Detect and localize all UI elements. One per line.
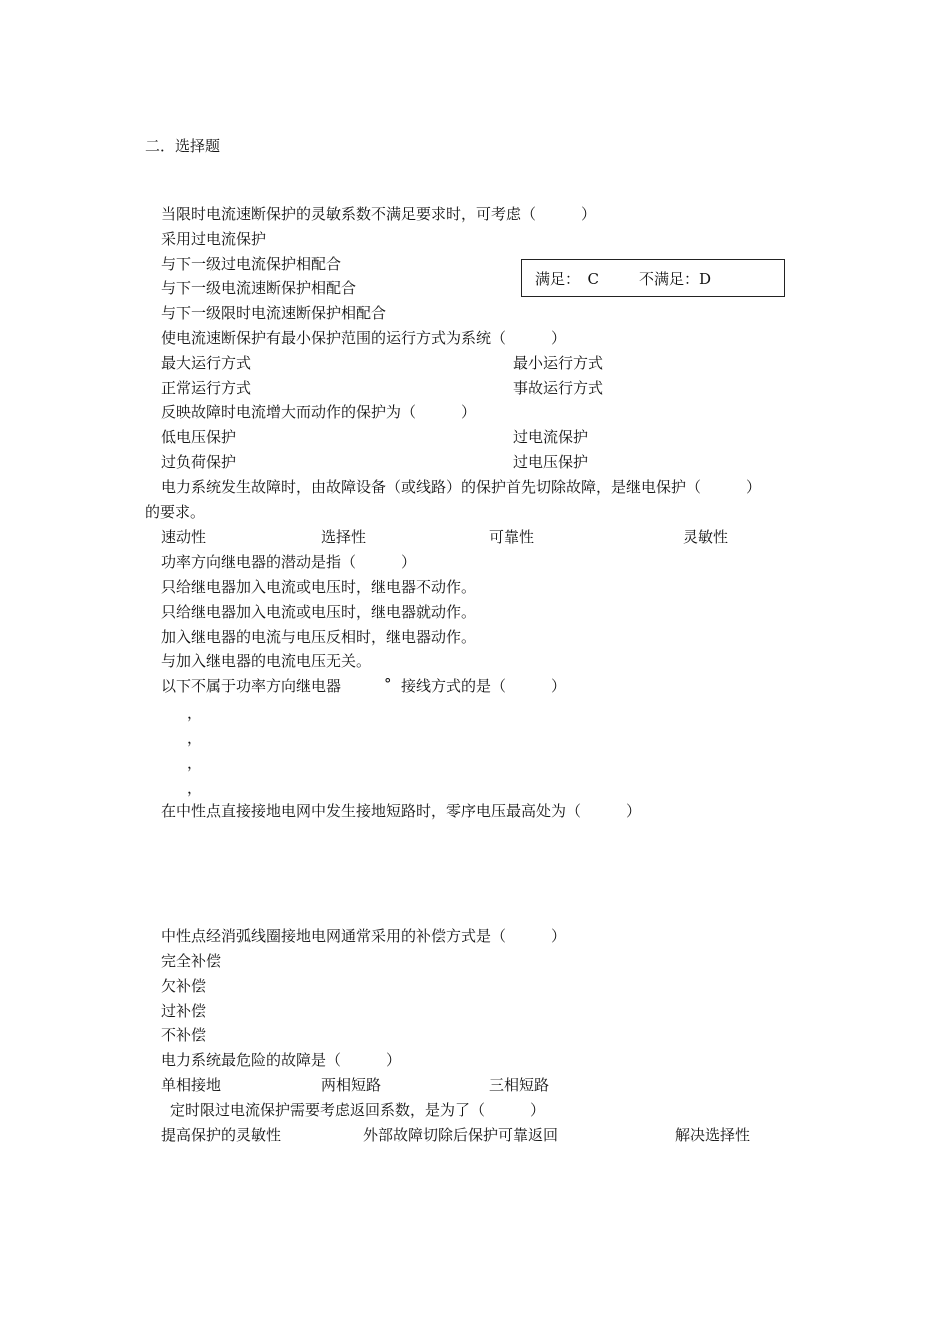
q6-option-a: ， — [187, 704, 203, 722]
q4-option-b: 选择性 — [321, 528, 367, 546]
q8-stem: 中性点经消弧线圈接地电网通常采用的补偿方式是（ ） — [161, 927, 567, 945]
q2-option-a: 最大运行方式 — [161, 354, 252, 372]
q10-stem: 定时限过电流保护需要考虑返回系数，是为了（ ） — [170, 1101, 546, 1119]
q9-stem: 电力系统最危险的故障是（ ） — [161, 1051, 402, 1069]
q1-option-b: 与下一级过电流保护相配合 — [161, 255, 342, 273]
q8-option-d: 不补偿 — [161, 1026, 207, 1044]
answer-not-satisfied: 不满足：D — [639, 270, 712, 288]
q5-option-d: 与加入继电器的电流电压无关。 — [161, 652, 372, 670]
q2-option-d: 事故运行方式 — [513, 379, 604, 397]
q6-degree-symbol: ° — [384, 675, 392, 693]
answer-satisfied: 满足： C — [535, 270, 599, 288]
q6-option-c: ， — [187, 754, 203, 772]
answer-box — [521, 259, 785, 297]
q8-option-b: 欠补偿 — [161, 977, 207, 995]
q6-option-d: ， — [187, 779, 203, 797]
q8-option-c: 过补偿 — [161, 1002, 207, 1020]
q3-option-b: 过电流保护 — [513, 428, 589, 446]
q1-option-c: 与下一级电流速断保护相配合 — [161, 279, 357, 297]
q3-option-d: 过电压保护 — [513, 453, 589, 471]
q3-option-c: 过负荷保护 — [161, 453, 237, 471]
q2-option-b: 最小运行方式 — [513, 354, 604, 372]
q10-option-a: 提高保护的灵敏性 — [161, 1126, 282, 1144]
q6-stem: 以下不属于功率方向继电器 — [161, 677, 342, 695]
q8-option-a: 完全补偿 — [161, 952, 222, 970]
q6-option-b: ， — [187, 729, 203, 747]
q2-stem: 使电流速断保护有最小保护范围的运行方式为系统（ ） — [161, 329, 567, 347]
q2-option-c: 正常运行方式 — [161, 379, 252, 397]
q4-option-c: 可靠性 — [489, 528, 535, 546]
q9-option-c: 三相短路 — [489, 1076, 550, 1094]
q4-option-d: 灵敏性 — [683, 528, 729, 546]
q4-stem: 电力系统发生故障时，由故障设备（或线路）的保护首先切除故障，是继电保护（ ） — [161, 478, 762, 496]
q9-option-b: 两相短路 — [321, 1076, 382, 1094]
q1-option-a: 采用过电流保护 — [161, 230, 267, 248]
q7-stem: 在中性点直接接地电网中发生接地短路时，零序电压最高处为（ ） — [161, 802, 642, 820]
q3-stem: 反映故障时电流增大而动作的保护为（ ） — [161, 403, 477, 421]
q4-stem-continued: 的要求。 — [145, 503, 206, 521]
q6-stem-continued: 接线方式的是（ ） — [401, 677, 567, 695]
q4-option-a: 速动性 — [161, 528, 207, 546]
q1-stem: 当限时电流速断保护的灵敏系数不满足要求时，可考虑（ ） — [161, 205, 597, 223]
q5-option-b: 只给继电器加入电流或电压时，继电器就动作。 — [161, 603, 477, 621]
section-title: 二．选择题 — [145, 137, 221, 155]
q5-option-c: 加入继电器的电流与电压反相时，继电器动作。 — [161, 628, 477, 646]
q9-option-a: 单相接地 — [161, 1076, 222, 1094]
q5-stem: 功率方向继电器的潜动是指（ ） — [161, 553, 417, 571]
q10-option-b: 外部故障切除后保护可靠返回 — [363, 1126, 559, 1144]
q5-option-a: 只给继电器加入电流或电压时，继电器不动作。 — [161, 578, 477, 596]
q10-option-c: 解决选择性 — [675, 1126, 751, 1144]
q3-option-a: 低电压保护 — [161, 428, 237, 446]
q1-option-d: 与下一级限时电流速断保护相配合 — [161, 304, 387, 322]
